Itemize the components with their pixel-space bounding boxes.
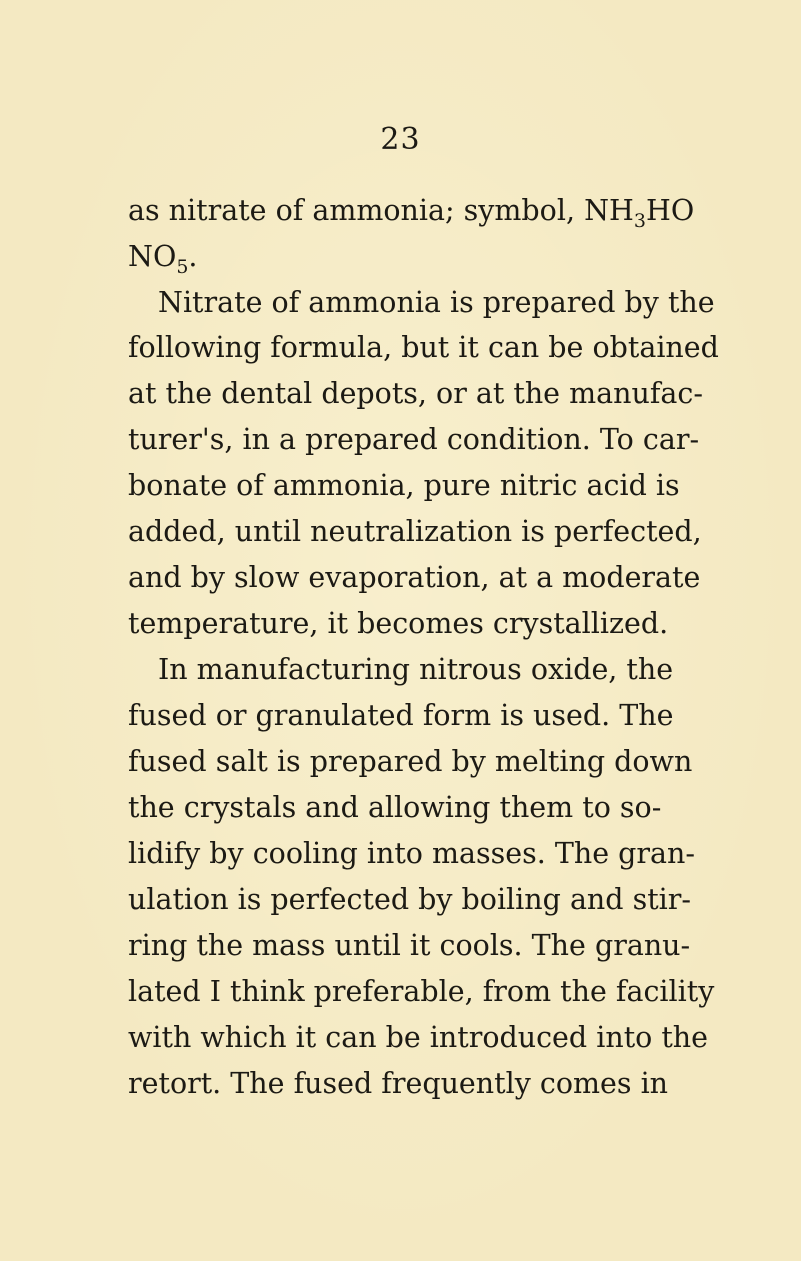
paragraph-line: In manufacturing nitrous oxide, the	[158, 653, 674, 686]
paragraph-line: ulation is perfected by boiling and stir-	[128, 883, 692, 916]
paragraph-line: and by slow evaporation, at a moderate	[128, 561, 701, 594]
paragraph-line: fused or granulated form is used. The	[128, 699, 674, 732]
paragraph-line: lidify by cooling into masses. The gran-	[128, 837, 696, 870]
paragraph-line: added, until neutralization is perfected,	[128, 515, 702, 548]
paragraph-line: the crystals and allowing them to so-	[128, 791, 662, 824]
formula-text: as nitrate of ammonia; symbol, NH	[128, 194, 634, 227]
formula-text-end: HO	[645, 194, 695, 227]
formula-continued-subscript: 5	[176, 256, 189, 278]
paragraph-line: ring the mass until it cools. The granu-	[128, 929, 691, 962]
text-line-formula-continued	[128, 234, 656, 280]
paragraph-line: temperature, it becomes crystallized.	[128, 607, 669, 640]
formula-continued-period: .	[188, 240, 198, 273]
paragraph-line: retort. The fused frequently comes in	[128, 1067, 669, 1100]
paragraph-line: lated I think preferable, from the facility	[128, 975, 715, 1008]
formula-subscript: 3	[633, 210, 646, 232]
paragraph-line: following formula, but it can be obtained	[128, 331, 719, 364]
paragraph-line: bonate of ammonia, pure nitric acid is	[128, 469, 680, 502]
formula-continued-text: NO	[128, 240, 177, 273]
paragraph-line: turer's, in a prepared condition. To car-	[128, 423, 700, 456]
paragraph-line: Nitrate of ammonia is prepared by the	[158, 286, 715, 319]
page-number: 23	[380, 122, 421, 157]
text-line-formula	[128, 188, 695, 234]
paragraph-line: at the dental depots, or at the manufac-	[128, 377, 703, 410]
paragraph-line: with which it can be introduced into the	[128, 1021, 709, 1054]
paragraph-line: fused salt is prepared by melting down	[128, 745, 693, 778]
